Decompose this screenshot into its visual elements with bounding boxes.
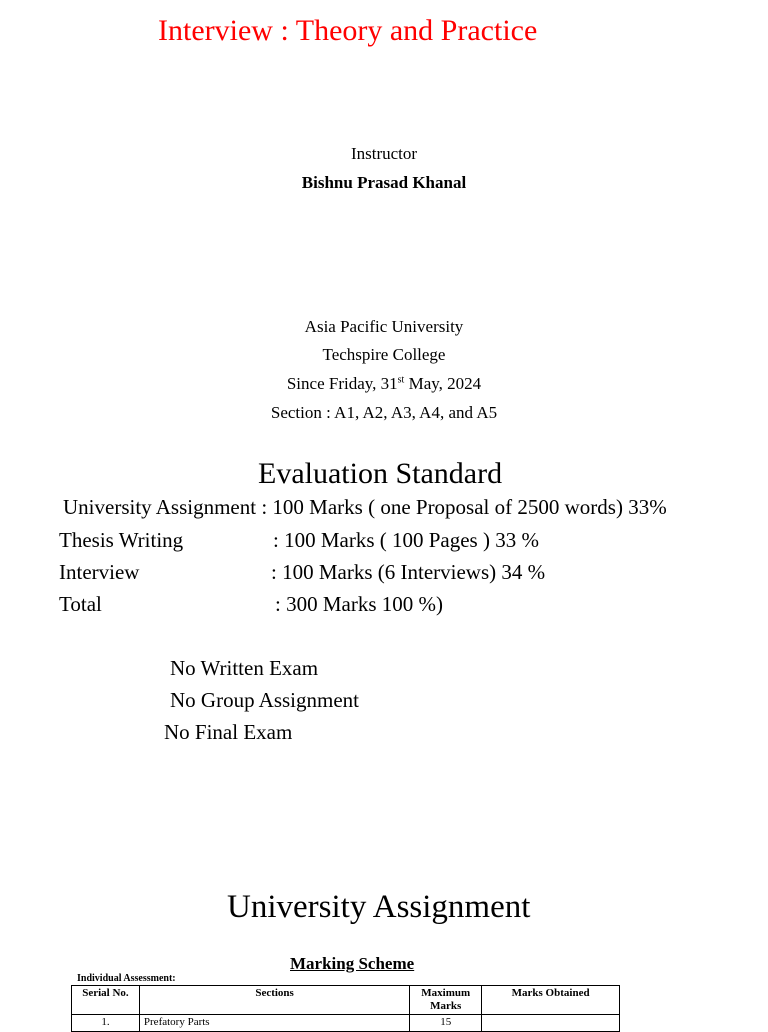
marking-scheme-table (71, 985, 620, 1032)
instructor-label: Instructor (350, 144, 418, 163)
cell-max-marks: 15 (410, 1015, 482, 1032)
evaluation-row-label: Total (59, 592, 102, 616)
header-serial-no: Serial No. (72, 986, 140, 1015)
note-no-final-exam: No Final Exam (164, 720, 293, 744)
cell-serial: 1. (72, 1015, 140, 1032)
table-header-row (72, 986, 620, 1015)
cell-section: Prefatory Parts (139, 1015, 409, 1032)
evaluation-row-total (59, 592, 659, 618)
instructor-name: Bishnu Prasad Khanal (301, 173, 467, 192)
document-title: Interview : Theory and Practice (158, 14, 538, 47)
assignment-heading: University Assignment (227, 889, 531, 925)
college-name: Techspire College (322, 345, 446, 364)
header-marks-obtained: Marks Obtained (482, 986, 620, 1015)
evaluation-row-value: : 100 Marks ( 100 Pages ) 33 % (273, 528, 539, 552)
evaluation-row-value: : 300 Marks 100 %) (275, 592, 443, 616)
header-maximum-marks: Maximum Marks (410, 986, 482, 1015)
university-name: Asia Pacific University (304, 317, 464, 336)
cell-marks-obtained (482, 1015, 620, 1032)
marking-scheme-title: Marking Scheme (290, 954, 415, 973)
table-row (72, 1015, 620, 1032)
evaluation-row-value: : 100 Marks (6 Interviews) 34 % (271, 560, 546, 584)
evaluation-row-interview (59, 560, 659, 586)
header-sections: Sections (139, 986, 409, 1015)
note-no-written-exam: No Written Exam (170, 656, 319, 680)
evaluation-row-thesis (59, 528, 659, 554)
evaluation-row-university-assignment: University Assignment : 100 Marks ( one Proposal of 2500 words) 33% (63, 495, 667, 519)
evaluation-row-label: Interview (59, 560, 140, 584)
evaluation-heading: Evaluation Standard (258, 457, 503, 490)
evaluation-row-label: Thesis Writing (59, 528, 184, 552)
section-list: Section : A1, A2, A3, A4, and A5 (270, 403, 498, 422)
note-no-group-assignment: No Group Assignment (170, 688, 359, 712)
start-date: Since Friday, 31st May, 2024 (286, 374, 482, 393)
individual-assessment-label: Individual Assessment: (77, 973, 176, 984)
